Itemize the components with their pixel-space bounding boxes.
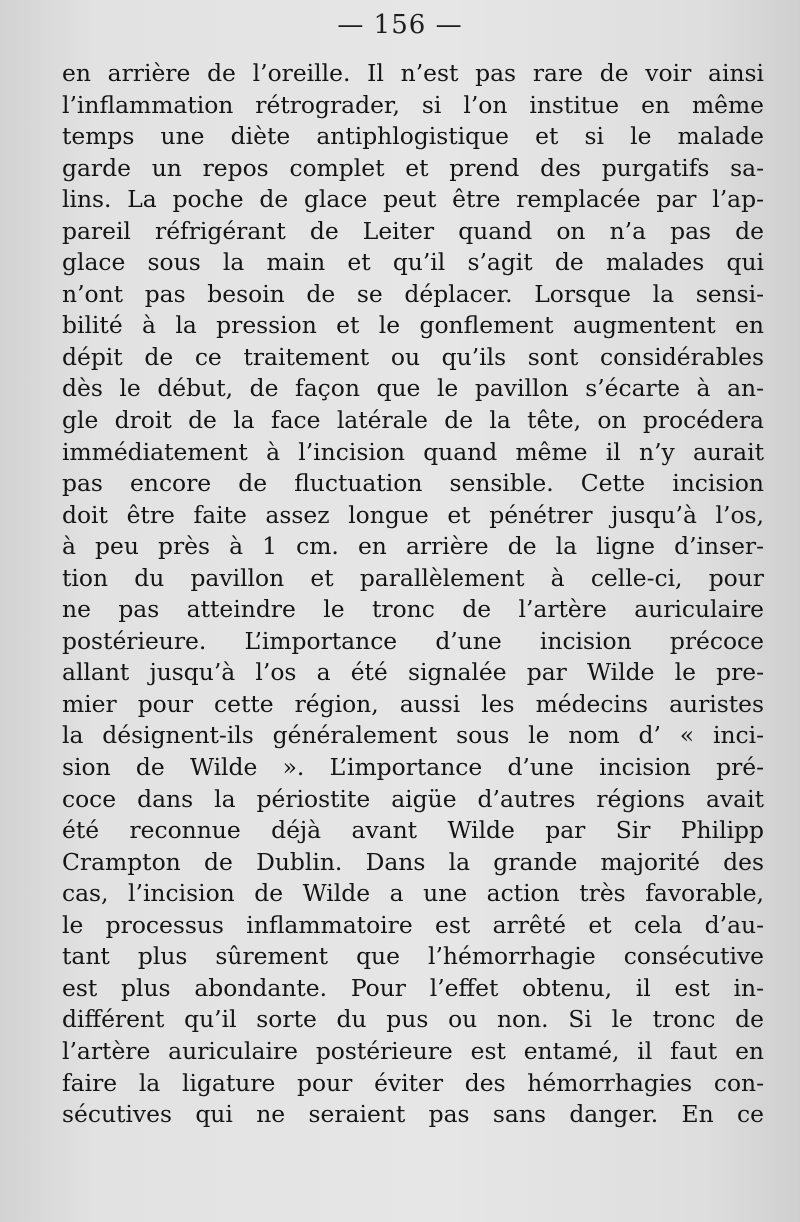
- text-line: coce dans la périostite aigüe d’autres régions avait: [62, 784, 764, 813]
- text-line: en arrière de l’oreille. Il n’est pas rare de voir ainsi: [62, 59, 764, 87]
- text-line: postérieure. L’importance d’une incision précoce: [62, 626, 764, 655]
- text-line: est plus abondante. Pour l’effet obtenu, il est in-: [62, 973, 764, 1002]
- text-line: temps une diète antiphlogistique et si le malade: [62, 122, 764, 151]
- text-line: dès le début, de façon que le pavillon s’écarte à an-: [62, 374, 764, 403]
- text-line: tion du pavillon et parallèlement à celle-ci, pour: [62, 563, 764, 592]
- text-line: garde un repos complet et prend des purgatifs sa-: [62, 153, 764, 182]
- text-line: mier pour cette région, aussi les médecins auristes: [62, 689, 764, 718]
- text-line: gle droit de la face latérale de la tête, on procédera: [62, 406, 764, 435]
- page-number: — 156 —: [337, 10, 463, 40]
- text-line: sion de Wilde ». L’importance d’une incision pré-: [62, 753, 764, 782]
- text-line: Crampton de Dublin. Dans la grande majorité des: [62, 847, 764, 876]
- text-line: allant jusqu’à l’os a été signalée par Wilde le pre-: [62, 658, 764, 687]
- text-line: cas, l’incision de Wilde a une action très favorable,: [62, 879, 764, 908]
- text-line: immédiatement à l’incision quand même il n’y aurait: [62, 437, 764, 466]
- text-line: l’artère auriculaire postérieure est entamé, il faut en: [62, 1036, 764, 1065]
- text-line: faire la ligature pour éviter des hémorrhagies con-: [62, 1068, 764, 1097]
- text-line: été reconnue déjà avant Wilde par Sir Philipp: [62, 816, 764, 845]
- text-line: bilité à la pression et le gonflement augmentent en: [62, 311, 764, 340]
- text-line: sécutives qui ne seraient pas sans danger. En ce: [62, 1100, 764, 1129]
- text-line: n’ont pas besoin de se déplacer. Lorsque la sensi-: [62, 279, 764, 308]
- text-line: doit être faite assez longue et pénétrer jusqu’à l’os,: [62, 500, 764, 529]
- text-line: dépit de ce traitement ou qu’ils sont considérables: [62, 342, 764, 371]
- text-line: glace sous la main et qu’il s’agit de malades qui: [62, 248, 764, 277]
- text-line: à peu près à 1 cm. en arrière de la ligne d’inser-: [62, 532, 764, 561]
- text-line: la désignent-ils généralement sous le nom d’ « inci-: [62, 721, 764, 750]
- text-line: ne pas atteindre le tronc de l’artère auriculaire: [62, 595, 764, 624]
- body-text: [62, 58, 764, 1131]
- text-line: lins. La poche de glace peut être remplacée par l’ap-: [62, 185, 764, 214]
- text-line: pas encore de fluctuation sensible. Cette incision: [62, 469, 764, 498]
- text-line: l’inflammation rétrograder, si l’on institue en même: [62, 90, 764, 119]
- text-line: le processus inflammatoire est arrêté et cela d’au-: [62, 910, 764, 939]
- text-line: différent qu’il sorte du pus ou non. Si le tronc de: [62, 1005, 764, 1034]
- text-line: pareil réfrigérant de Leiter quand on n’a pas de: [62, 216, 764, 245]
- text-line: tant plus sûrement que l’hémorrhagie consécutive: [62, 942, 764, 971]
